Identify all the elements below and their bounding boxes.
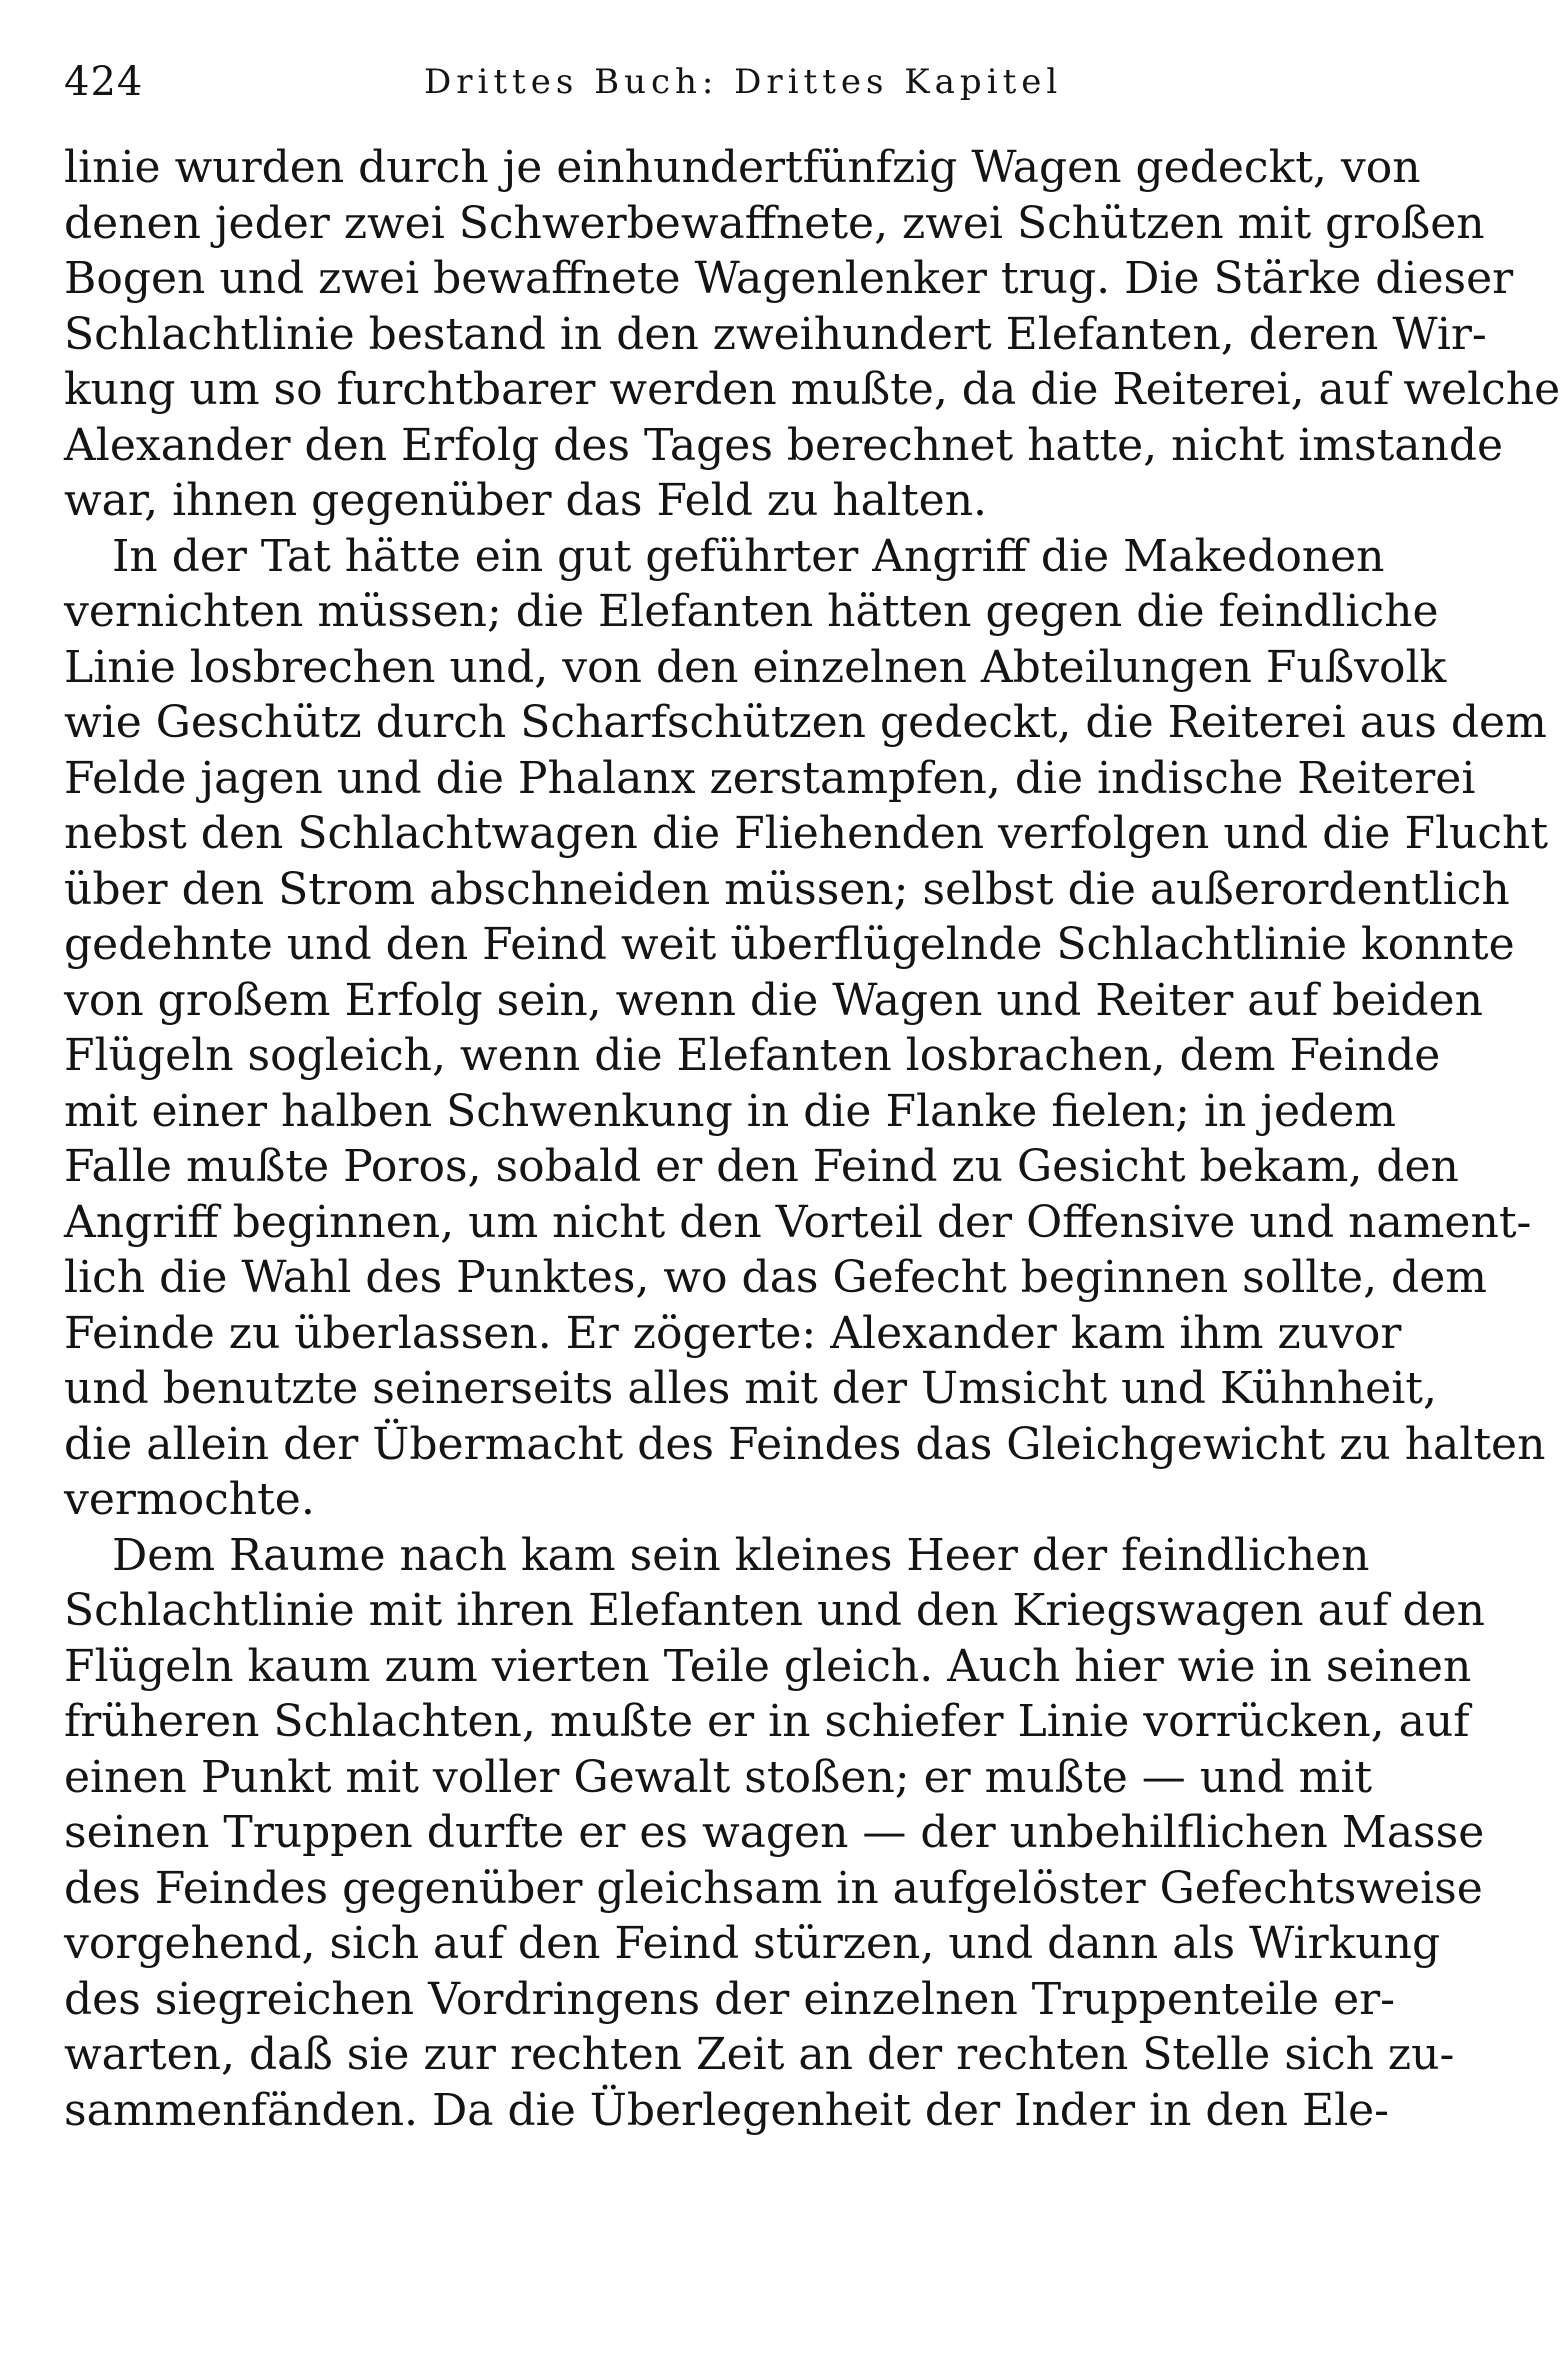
- text-line: linie wurden durch je einhundertfünfzig Wagen gedeckt, von: [64, 142, 1421, 193]
- text-line: Bogen und zwei bewaffnete Wagenlenker trug. Die Stärke dieser: [64, 253, 1514, 304]
- text-line: Alexander den Erfolg des Tages berechnet hatte, nicht imstande: [64, 419, 1504, 471]
- text-line: vermochte.: [64, 1474, 315, 1525]
- text-line: lich die Wahl des Punktes, wo das Gefecht beginnen sollte, dem: [64, 1252, 1487, 1303]
- text-line: von großem Erfolg sein, wenn die Wagen und Reiter auf beiden: [64, 974, 1483, 1026]
- text-line: vorgehend, sich auf den Feind stürzen, und dann als Wirkung: [64, 1918, 1441, 1969]
- text-line: vernichten müssen; die Elefanten hätten gegen die feindliche: [64, 586, 1439, 637]
- text-line: Falle mußte Poros, sobald er den Feind zu Gesicht bekam, den: [64, 1141, 1459, 1192]
- text-line: einen Punkt mit voller Gewalt stoßen; er mußte — und mit: [64, 1751, 1373, 1803]
- running-head: Drittes Buch: Drittes Kapitel: [424, 62, 1063, 102]
- paragraph-2: [64, 529, 1549, 1528]
- text-line: mit einer halben Schwenkung in die Flanke fielen; in jedem: [64, 1085, 1396, 1137]
- text-line: denen jeder zwei Schwerbewaffnete, zwei Schützen mit großen: [64, 197, 1485, 249]
- text-line: des Feindes gegenüber gleichsam in aufgelöster Gefechtsweise: [64, 1862, 1483, 1914]
- text-line: Linie losbrechen und, von den einzelnen Abteilungen Fußvolk: [64, 641, 1447, 693]
- text-line: Schlachtlinie mit ihren Elefanten und den Kriegswagen auf den: [64, 1585, 1485, 1636]
- text-line: Dem Raume nach kam sein kleines Heer der feindlichen: [112, 1529, 1370, 1581]
- text-line: In der Tat hätte ein gut geführter Angriff die Makedonen: [112, 530, 1385, 582]
- text-line: sammenfänden. Da die Überlegenheit der Inder in den Ele-: [64, 2084, 1390, 2136]
- page-header: [64, 52, 1334, 112]
- page-number: 424: [64, 59, 144, 105]
- text-line: früheren Schlachten, mußte er in schiefer Linie vorrücken, auf: [64, 1696, 1470, 1747]
- text-line: des siegreichen Vordringens der einzelnen Truppenteile er-: [64, 1973, 1396, 2025]
- text-line: Schlachtlinie bestand in den zweihundert Elefanten, deren Wir-: [64, 308, 1487, 360]
- paragraph-1: [64, 140, 1560, 529]
- text-line: nebst den Schlachtwagen die Fliehenden verfolgen und die Flucht: [64, 808, 1549, 859]
- text-line: warten, daß sie zur rechten Zeit an der rechten Stelle sich zu-: [64, 2029, 1455, 2080]
- body-text: [64, 140, 1560, 2138]
- text-line: Angriff beginnen, um nicht den Vorteil der Offensive und nament-: [64, 1196, 1532, 1248]
- text-line: Flügeln sogleich, wenn die Elefanten losbrachen, dem Feinde: [64, 1030, 1441, 1081]
- text-line: Flügeln kaum zum vierten Teile gleich. Auch hier wie in seinen: [64, 1640, 1472, 1692]
- text-line: wie Geschütz durch Scharfschützen gedeckt, die Reiterei aus dem: [64, 697, 1547, 748]
- text-line: und benutzte seinerseits alles mit der Umsicht und Kühnheit,: [64, 1363, 1437, 1414]
- text-line: gedehnte und den Feind weit überflügelnde Schlachtlinie konnte: [64, 919, 1515, 970]
- text-line: über den Strom abschneiden müssen; selbst die außerordentlich: [64, 863, 1510, 915]
- text-line: Felde jagen und die Phalanx zerstampfen, die indische Reiterei: [64, 752, 1476, 804]
- paragraph-3: [64, 1528, 1485, 2139]
- text-line: kung um so furchtbarer werden mußte, da die Reiterei, auf welche: [64, 364, 1560, 415]
- text-line: war, ihnen gegenüber das Feld zu halten.: [64, 475, 988, 526]
- text-line: die allein der Übermacht des Feindes das Gleichgewicht zu halten: [64, 1418, 1546, 1470]
- text-line: Feinde zu überlassen. Er zögerte: Alexander kam ihm zuvor: [64, 1307, 1402, 1359]
- text-line: seinen Truppen durfte er es wagen — der unbehilflichen Masse: [64, 1807, 1485, 1858]
